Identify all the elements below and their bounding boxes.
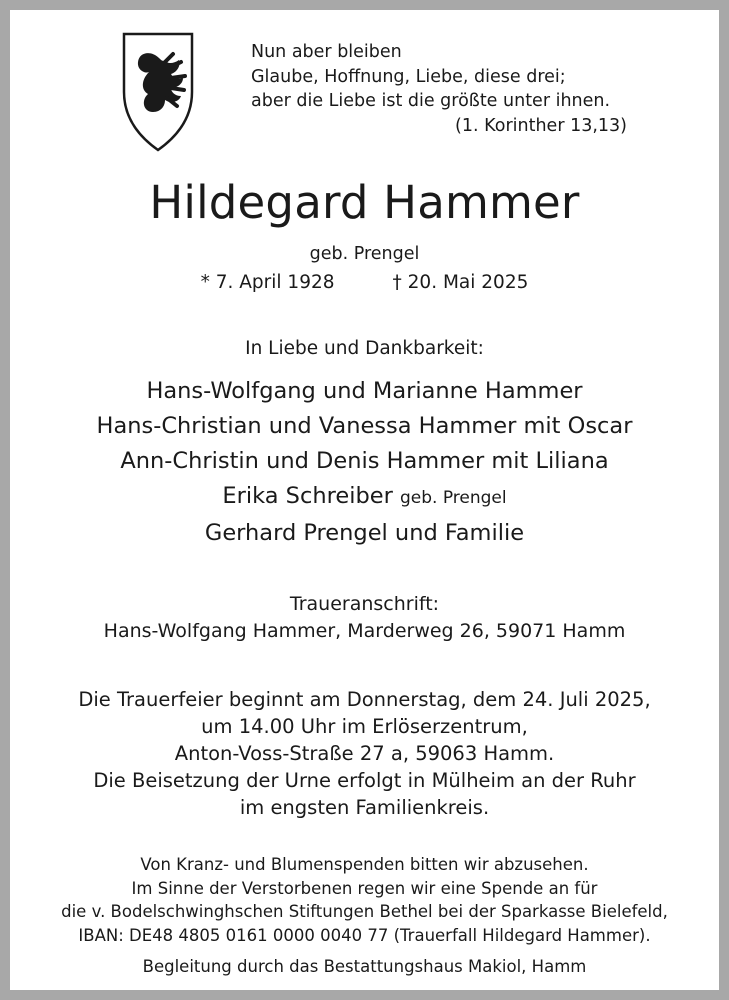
undertaker-line: Begleitung durch das Bestattungshaus Makiol, Hamm (142, 957, 587, 976)
donation-line: Von Kranz- und Blumenspenden bitten wir abzusehen. (140, 855, 589, 874)
service-line: Anton-Voss-Straße 27 a, 59063 Hamm. (174, 742, 555, 765)
deceased-name: Hildegard Hammer (149, 176, 580, 229)
heraldic-shield-wing-icon (121, 32, 195, 152)
mourner-line: Hans-Christian und Vanessa Hammer mit Oscar (96, 413, 633, 439)
mourner-line: Gerhard Prengel und Familie (204, 520, 525, 546)
mourner-line: Ann-Christin und Denis Hammer mit Liliana (120, 448, 609, 474)
service-line: um 14.00 Uhr im Erlöserzentrum, (201, 715, 528, 738)
mourner-line (10, 479, 719, 516)
donation-notice (10, 853, 719, 947)
bible-verse (251, 40, 641, 138)
donation-line: IBAN: DE48 4805 0161 0000 0040 77 (Trauerfall Hildegard Hammer). (78, 925, 651, 945)
life-dates (10, 272, 719, 293)
mourners-intro: In Liebe und Dankbarkeit: (245, 338, 484, 359)
address-label: Traueranschrift: (289, 593, 440, 615)
birth-date: * 7. April 1928 (200, 272, 335, 293)
donation-line: Im Sinne der Verstorbenen regen wir eine Spende an für (131, 878, 598, 898)
mourner-name: Erika Schreiber (222, 483, 393, 509)
mourner-line: Hans-Wolfgang und Marianne Hammer (146, 378, 583, 404)
verse-line: aber die Liebe ist die größte unter ihnen. (251, 91, 611, 111)
death-date: † 20. Mai 2025 (392, 272, 529, 293)
mourners-list (10, 374, 719, 551)
verse-line: Nun aber bleiben (251, 42, 402, 62)
donation-line: die v. Bodelschwinghschen Stiftungen Bethel bei der Sparkasse Bielefeld, (61, 902, 668, 921)
service-details (10, 686, 719, 821)
service-line: Die Beisetzung der Urne erfolgt in Mülheim an der Ruhr (93, 769, 636, 792)
mourner-maiden-name: geb. Prengel (399, 488, 507, 508)
verse-reference: (1. Korinther 13,13) (455, 115, 627, 136)
mourning-address: Hans-Wolfgang Hammer, Marderweg 26, 59071 Hamm (103, 620, 626, 642)
service-line: Die Trauerfeier beginnt am Donnerstag, dem 24. Juli 2025, (78, 688, 651, 711)
obituary-card (10, 10, 719, 990)
maiden-name: geb. Prengel (309, 244, 420, 264)
service-line: im engsten Familienkreis. (239, 796, 490, 819)
verse-line: Glaube, Hoffnung, Liebe, diese drei; (251, 66, 566, 87)
